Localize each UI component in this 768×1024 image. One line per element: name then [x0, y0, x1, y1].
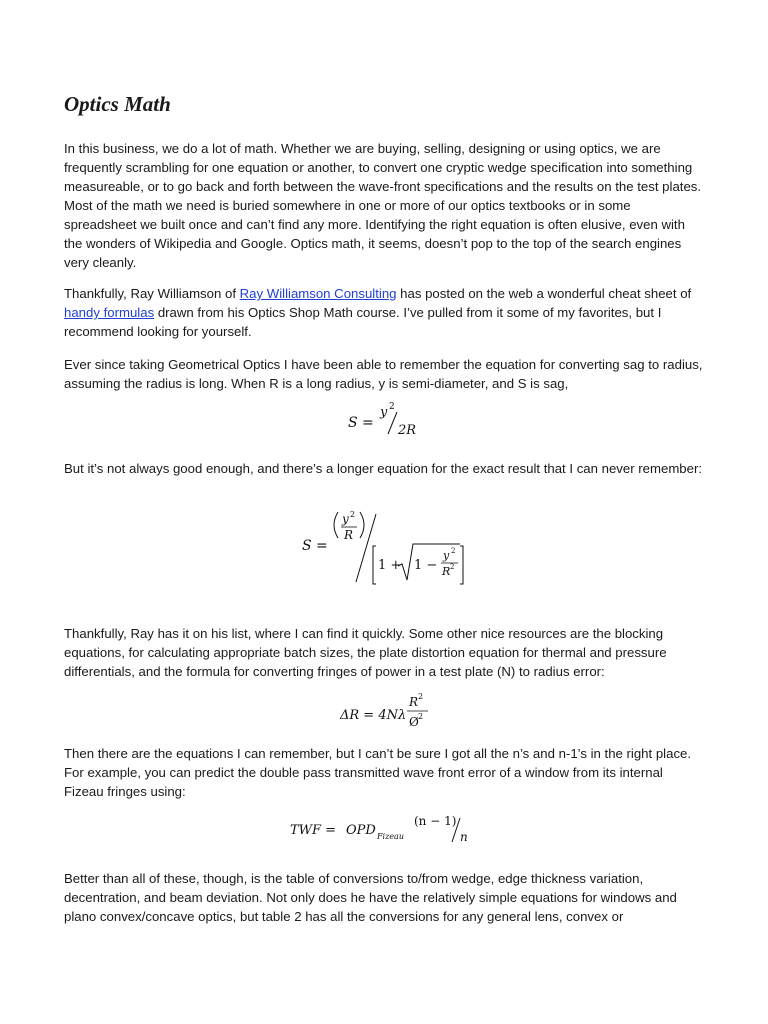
eq2-exp-2: 2: [451, 547, 456, 555]
eq2-one-minus: 1 −: [414, 558, 438, 573]
eq1-lhs: S =: [348, 415, 374, 431]
paragraph-resources-text-1: Thankfully, Ray Williamson of: [64, 286, 240, 301]
eq2-R-inner: R: [442, 565, 451, 578]
eq2-bracket-right: [460, 546, 463, 584]
eq3-exp-num: 2: [418, 692, 424, 701]
equation-sag-approx-svg: [340, 398, 440, 443]
eq2-y: y: [342, 512, 349, 526]
eq4-numerator: (n − 1): [414, 814, 457, 828]
equation-sag-exact: [296, 506, 476, 588]
eq1-denominator: 2R: [398, 423, 417, 438]
eq3-denominator: Ø: [409, 715, 419, 729]
paragraph-radius-error: Thankfully, Ray has it on his list, where I can find it quickly. Some other nice resources are the blocking equations, for calculating appropriate batch sizes, the plate distortion equation for thermal and pressure differentials, and the formula for converting fringes of power in a test plate (N) to radius error:: [64, 626, 667, 679]
eq4-subscript: Fizeau: [377, 832, 404, 841]
paragraph-resources: [64, 284, 704, 341]
eq2-exp-3: 2: [450, 563, 455, 571]
eq2-paren-left: [334, 512, 338, 538]
eq2-exp-1: 2: [350, 510, 356, 519]
equation-radius-error: [336, 688, 446, 734]
eq2-bracket-left: [373, 546, 376, 584]
equation-sag-approx: [340, 398, 440, 443]
eq4-opd: OPD: [346, 823, 376, 838]
eq2-R: R: [344, 528, 354, 542]
eq3-numerator: R: [409, 695, 419, 709]
paragraph-sag-radius: Ever since taking Geometrical Optics I have been able to remember the equation for converting sag to radius, assuming the radius is long. When R is a long radius, y is semi-diameter, and S is sag,: [64, 357, 703, 391]
equation-transmitted-wavefront: [286, 808, 486, 848]
paragraph-wavefront: Then there are the equations I can remember, but I can’t be sure I got all the n’s and n-1’s in the right place. For example, you can predict the double pass transmitted wave front error of a window from its internal Fizeau fringes using:: [64, 746, 692, 799]
equation-transmitted-wavefront-svg: [286, 808, 486, 848]
eq1-numerator: y: [380, 405, 388, 420]
eq3-exp-den: 2: [418, 712, 424, 721]
page-title: Optics Math: [64, 92, 171, 116]
eq1-exponent: 2: [389, 402, 395, 412]
eq2-y-inner: y: [443, 549, 450, 562]
equation-radius-error-svg: [336, 688, 446, 734]
equation-sag-exact-svg: [296, 506, 476, 588]
paragraph-conversions: Better than all of these, though, is the table of conversions to/from wedge, edge thickness variation, decentration, and beam deviation. Not only does he have the relatively simple equations for windows and plano convex/concave optics, but table 2 has all the conversions for any general lens, convex or: [64, 871, 677, 924]
paragraph-intro: In this business, we do a lot of math. Whether we are buying, selling, designing or using optics, we are frequently scrambling for one equation or another, to convert one cryptic wedge specification into something measureable, or to go back and forth between the wave-front specifications and the results on the test plates. Most of the math we need is buried somewhere in one or more of our optics textbooks or in some spreadsheet we built once and can’t find any more. Identifying the right equation is often elusive, even with the wonders of Wikipedia and Google. Optics math, it seems, doesn’t pop to the top of the search engines very cleanly.: [64, 141, 702, 270]
paragraph-resources-text-2: has posted on the web a wonderful cheat sheet of: [396, 286, 692, 301]
eq2-one-plus: 1 +: [378, 558, 402, 573]
eq4-lhs: TWF =: [290, 823, 337, 838]
ray-williamson-consulting-link[interactable]: Ray Williamson Consulting: [239, 286, 397, 301]
paragraph-resources-text-3: drawn from his Optics Shop Math course. I’ve pulled from it some of my favorites, but I recommend looking for yourself.: [64, 305, 662, 339]
paragraph-exact-result: But it’s not always good enough, and there’s a longer equation for the exact result that I can never remember:: [64, 461, 703, 476]
handy-formulas-link[interactable]: handy formulas: [64, 305, 155, 320]
eq3-lhs: ΔR = 4Nλ: [340, 708, 407, 723]
eq1-slash: [388, 412, 397, 434]
eq2-paren-right: [360, 512, 364, 538]
eq4-denominator: n: [460, 830, 468, 844]
eq2-lhs: S =: [302, 538, 328, 554]
